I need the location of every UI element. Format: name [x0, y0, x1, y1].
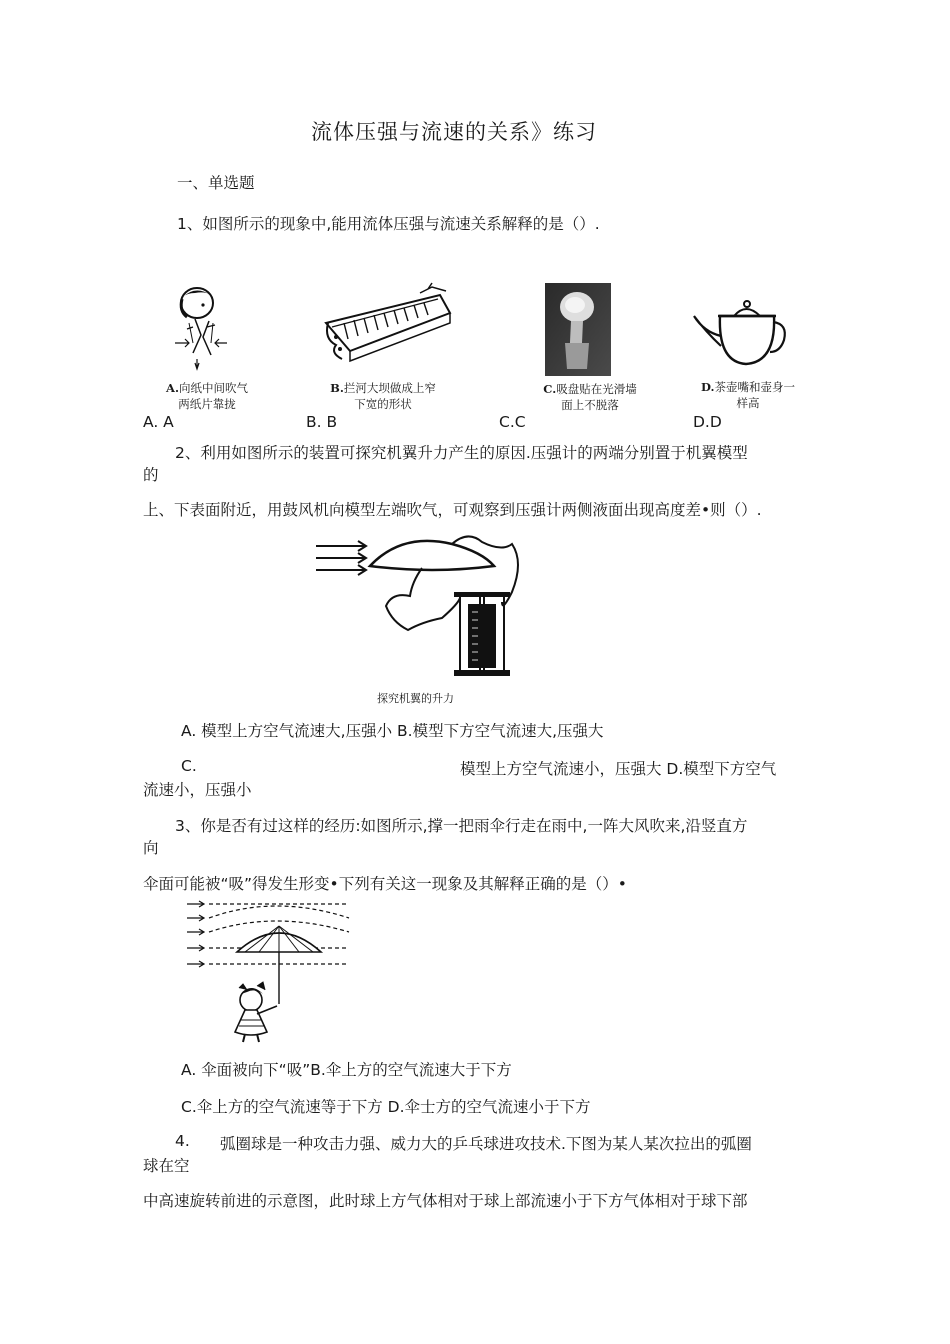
q2-stem-line1-wrap: 的 — [143, 466, 159, 484]
figure-d-teapot — [690, 292, 790, 370]
q3-stem-line1: 3、你是否有过这样的经历:如图所示,撑一把雨伞行走在雨中,一阵大风吹来,沿竖直方 — [175, 817, 748, 835]
q1-stem: 1、如图所示的现象中,能用流体压强与流速关系解释的是（）. — [177, 215, 600, 233]
q3-stem-line1-wrap: 向 — [143, 839, 159, 857]
figure-b-caption: B.拦河大坝做成上窄 下宽的形状 — [330, 381, 436, 411]
q2-stem-line2: 上、下表面附近，用鼓风机向模型左端吹气，可观察到压强计两侧液面出现高度差•则（）. — [143, 501, 762, 519]
q2-options-cd: 模型上方空气流速小，压强大 D.模型下方空气 — [460, 760, 777, 778]
figure-wing-lift-apparatus — [312, 522, 532, 687]
figure-a-caption: A.向纸中间吹气 两纸片靠拢 — [166, 381, 248, 411]
section-heading: 一、单选题 — [177, 174, 255, 192]
figure-c-suction-cup-photo — [545, 283, 611, 376]
q3-stem-line2: 伞面可能被“吸”得发生形变•下列有关这一现象及其解释正确的是（）• — [143, 875, 627, 893]
q2-options-cd-wrap: 流速小，压强小 — [143, 781, 252, 799]
q1-option-d: D.D — [693, 413, 722, 431]
q4-stem-line1: 弧圈球是一种攻击力强、威力大的乒乓球进攻技术.下图为某人某次拉出的弧圈 — [220, 1135, 752, 1153]
figure-wing-caption: 探究机翼的升力 — [377, 692, 454, 705]
page-title: 流体压强与流速的关系》练习 — [311, 120, 597, 144]
figure-b-dam — [320, 283, 460, 368]
figure-umbrella-wind — [185, 896, 355, 1046]
figure-c-caption: C.吸盘贴在光滑墙 面上不脱落 — [543, 382, 637, 412]
q3-options-ab: A. 伞面被向下“吸”B.伞上方的空气流速大于下方 — [181, 1061, 512, 1079]
q3-options-cd: C.伞上方的空气流速等于下方 D.伞士方的空气流速小于下方 — [181, 1098, 591, 1116]
q1-option-b: B. B — [306, 413, 338, 431]
q4-number: 4. — [175, 1132, 190, 1150]
q2-option-c-label: C. — [181, 757, 197, 775]
q1-option-c: C.C — [499, 413, 526, 431]
q4-stem-line2: 中高速旋转前进的示意图，此时球上方气体相对于球上部流速小于下方气体相对于球下部 — [143, 1192, 748, 1210]
q2-options-ab: A. 模型上方空气流速大,压强小 B.模型下方空气流速大,压强大 — [181, 722, 604, 740]
q2-stem-line1: 2、利用如图所示的装置可探究机翼升力产生的原因.压强计的两端分别置于机翼模型 — [175, 444, 748, 462]
figure-d-caption: D.茶壶嘴和壶身一 样高 — [700, 380, 796, 410]
q4-stem-line1-wrap: 球在空 — [143, 1157, 190, 1175]
q1-option-a: A. A — [143, 413, 174, 431]
figure-a-blowing-papers — [165, 283, 235, 373]
